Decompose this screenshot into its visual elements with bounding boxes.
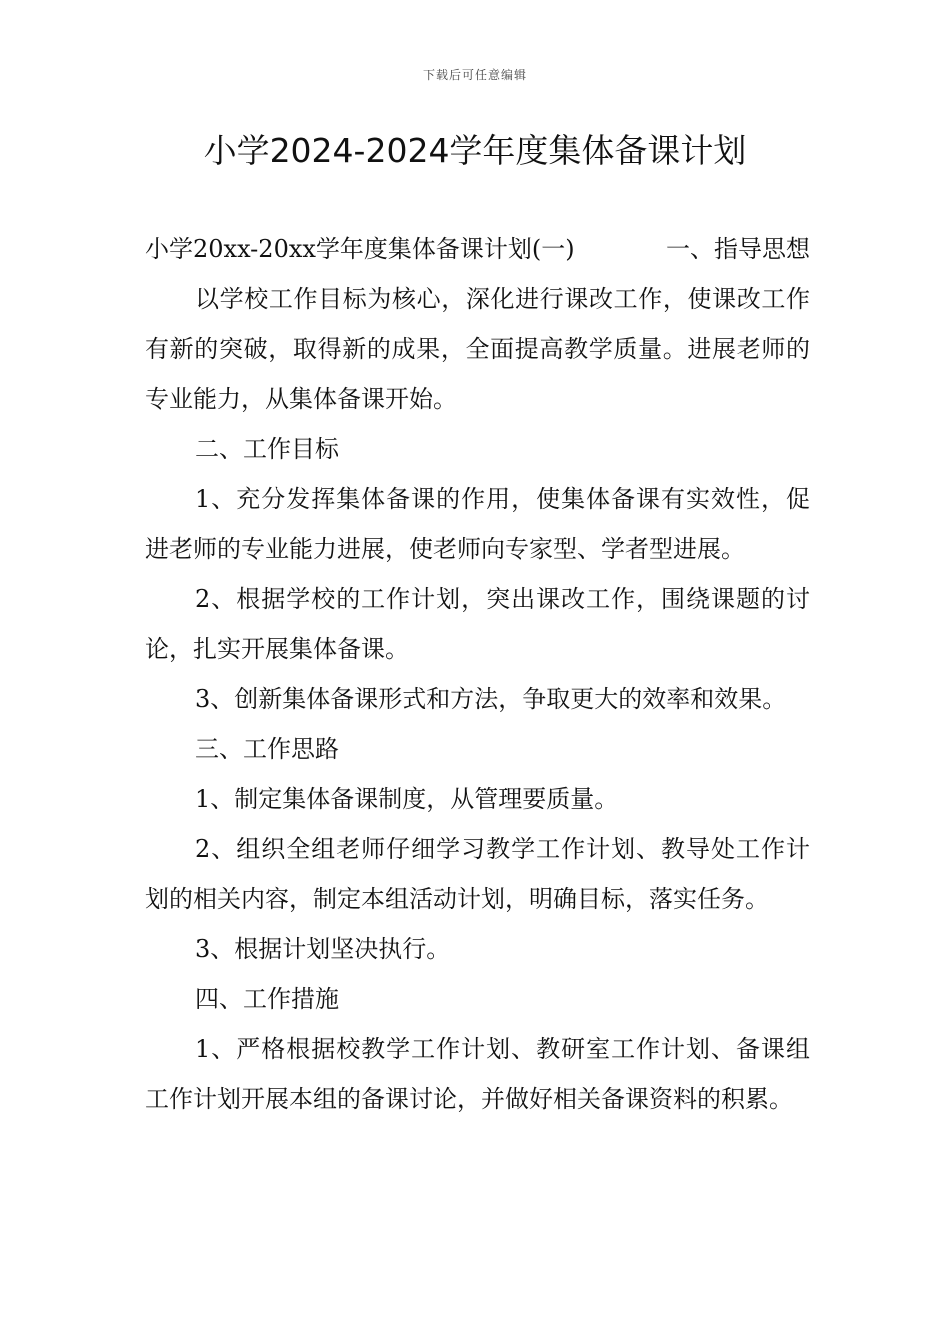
paragraph: 3、创新集体备课形式和方法，争取更大的效率和效果。 (195, 685, 787, 713)
section-heading: 二、工作目标 (195, 435, 339, 463)
intro-subtitle: 小学20xx-20xx学年度集体备课计划(一) (145, 235, 575, 263)
paragraph: 1、制定集体备课制度，从管理要质量。 (195, 785, 619, 813)
intro-line (145, 224, 810, 274)
section-heading: 四、工作措施 (195, 985, 339, 1013)
section-heading-guiding-thought: 一、指导思想 (666, 235, 810, 263)
paragraph: 1、充分发挥集体备课的作用，使集体备课有实效性，促进老师的专业能力进展，使老师向专家型、学者型进展。 (145, 485, 810, 563)
paragraph: 2、组织全组老师仔细学习教学工作计划、教导处工作计划的相关内容，制定本组活动计划，明确目标，落实任务。 (145, 835, 810, 913)
paragraph: 2、根据学校的工作计划，突出课改工作，围绕课题的讨论，扎实开展集体备课。 (145, 585, 810, 663)
paragraph: 3、根据计划坚决执行。 (195, 935, 451, 963)
header-note: 下载后可任意编辑 (422, 68, 527, 82)
paragraph: 以学校工作目标为核心，深化进行课改工作，使课改工作有新的突破，取得新的成果，全面提高教学质量。进展老师的专业能力，从集体备课开始。 (145, 285, 810, 413)
document-title: 小学2024-2024学年度集体备课计划 (203, 131, 747, 170)
paragraph: 1、严格根据校教学工作计划、教研室工作计划、备课组工作计划开展本组的备课讨论，并做好相关备课资料的积累。 (145, 1035, 810, 1113)
section-heading: 三、工作思路 (195, 735, 339, 763)
document-body (145, 224, 810, 1124)
